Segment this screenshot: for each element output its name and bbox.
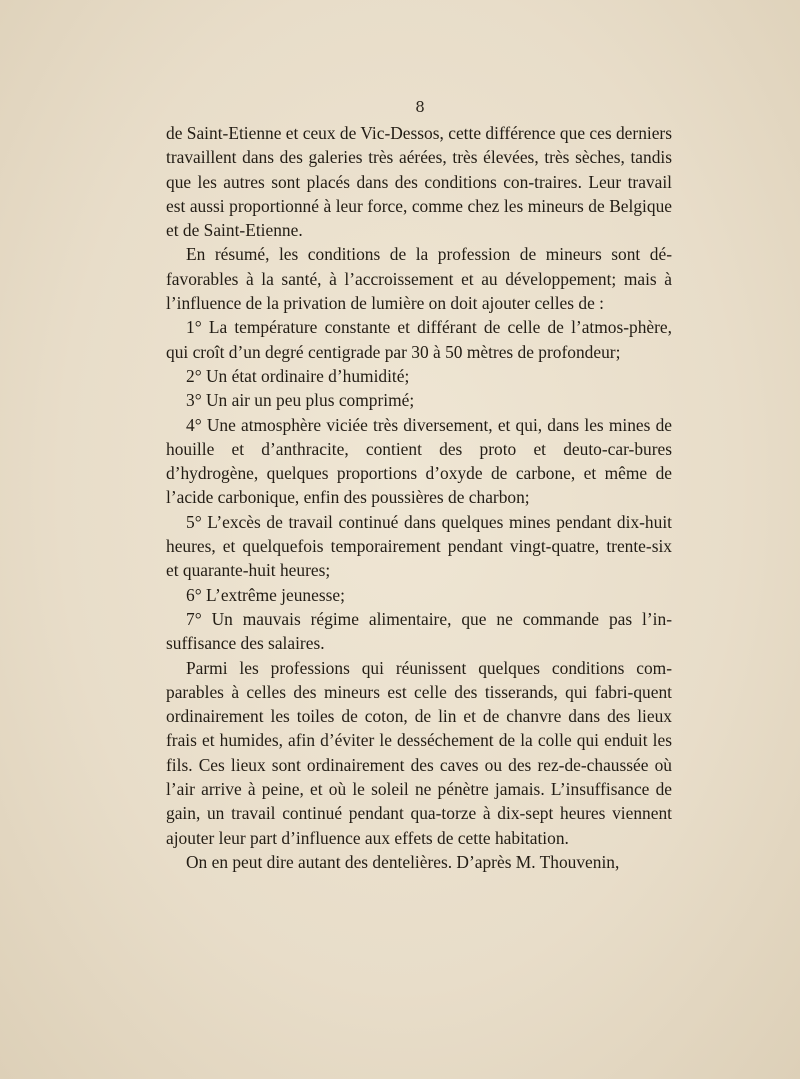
list-item-3: 3° Un air un peu plus comprimé; [186, 390, 415, 411]
page-number: 8 [415, 98, 425, 116]
paragraph-dentelieres: On en peut dire autant des dentelières. D’après M. Thouvenin, [186, 851, 620, 872]
paragraph-summary: En résumé, les conditions de la profession de mineurs sont dé-favorables à la santé, à l’accroissement et au développement; mais à l’influence de la privation de lumière on doit ajouter celles de : [166, 244, 672, 314]
list-item-2: 2° Un état ordinaire d’humidité; [186, 365, 410, 386]
list-item-6: 6° L’extrême jeunesse; [186, 584, 345, 605]
list-item-1: 1° La température constante et différant de celle de l’atmos-phère, qui croît d’un degré centigrade par 30 à 50 mètres de profondeur; [166, 317, 672, 362]
paragraph-tisserands: Parmi les professions qui réunissent quelques conditions com-parables à celles des mineurs est celle des tisserands, qui fabri-quent ordinairement les toiles de coton, de lin et de chanvre dans des lieux frais et humides, afin d’éviter le desséchement de la colle qui enduit les fils. Ces lieux sont ordinairement des caves ou des rez-de-chaussée où l’air arrive à peine, et où le soleil ne pénètre jamais. L’insuffisance de gain, un travail continué pendant qua-torze à dix-sept heures viennent ajouter leur part d’influence aux effets de cette habitation. [166, 657, 672, 848]
list-item-4: 4° Une atmosphère viciée très diversement, et qui, dans les mines de houille et d’anthracite, contient des proto et deuto-car-bures d’hydrogène, quelques proportions d’oxyde de carbone, et même de l’acide carbonique, enfin des poussières de charbon; [166, 414, 672, 508]
list-item-7: 7° Un mauvais régime alimentaire, que ne commande pas l’in-suffisance des salaires. [166, 608, 672, 654]
body-text [166, 121, 672, 874]
paragraph-continuation: de Saint-Etienne et ceux de Vic-Dessos, cette différence que ces derniers travaillent dans des galeries très aérées, très élevées, très sèches, tandis que les autres sont placés dans des conditions con-traires. Leur travail est aussi proportionné à leur force, comme chez les mineurs de Belgique et de Saint-Etienne. [166, 123, 672, 241]
list-item-5: 5° L’excès de travail continué dans quelques mines pendant dix-huit heures, et quelquefois temporairement pendant vingt-quatre, trente-six et quarante-huit heures; [166, 511, 672, 581]
